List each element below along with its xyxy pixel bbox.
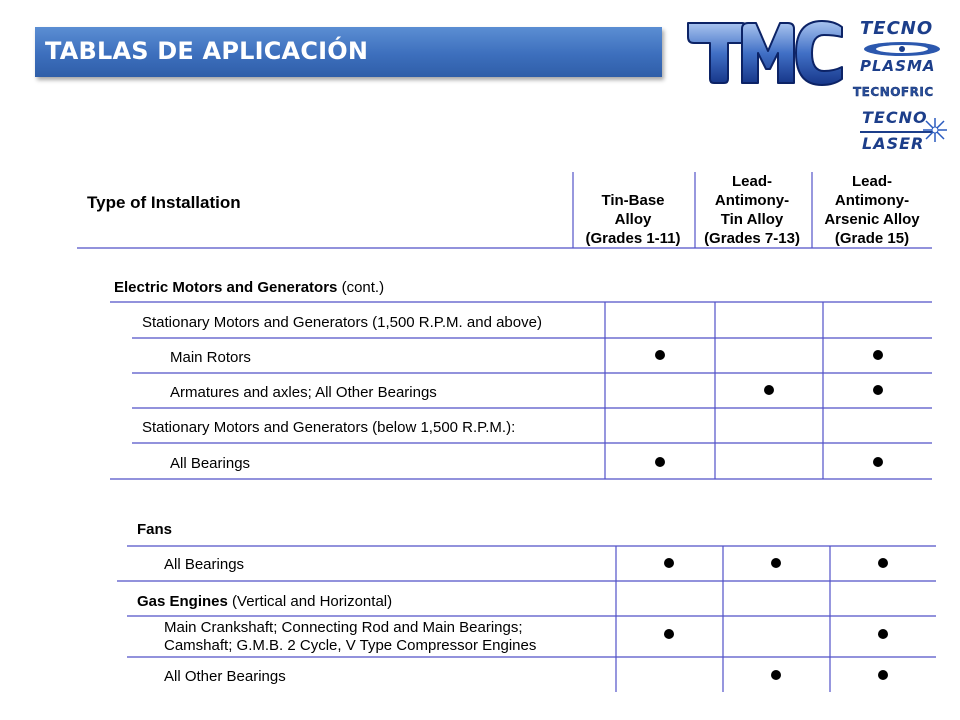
column-header-lead-antimony-tin xyxy=(693,172,811,248)
column-header-line: Tin Alloy xyxy=(720,211,784,228)
table-row-label: All Bearings xyxy=(170,455,251,472)
bullet-mark xyxy=(873,457,883,467)
table-row-label: Armatures and axles; All Other Bearings xyxy=(170,384,437,401)
bullet-mark xyxy=(873,350,883,360)
tecno-laser-logo-top: TECNO xyxy=(862,108,928,127)
tecno-plasma-logo-top: TECNO xyxy=(860,18,934,39)
table-row-label: Stationary Motors and Generators (below 1,500 R.P.M.): xyxy=(142,419,516,436)
table-row-label: All Other Bearings xyxy=(164,668,286,685)
section-heading-suffix: (cont.) xyxy=(337,279,385,296)
column-header-lead-antimony-arsenic xyxy=(813,172,931,248)
column-header-line: Antimony- xyxy=(834,192,910,209)
bullet-mark xyxy=(873,385,883,395)
section-heading-text: Gas Engines xyxy=(137,593,228,610)
table-row-label-line: Main Crankshaft; Connecting Rod and Main Bearings; xyxy=(164,619,523,636)
bullet-mark xyxy=(664,629,674,639)
bullet-mark xyxy=(764,385,774,395)
column-header-line: (Grades 1-11) xyxy=(585,230,681,247)
column-header-line: Alloy xyxy=(614,211,652,228)
column-header-line: Tin-Base xyxy=(601,192,665,209)
bullet-mark xyxy=(878,670,888,680)
column-header-line: (Grade 15) xyxy=(834,230,910,247)
type-of-installation-header: Type of Installation xyxy=(87,193,241,212)
page-title: TABLAS DE APLICACIÓN xyxy=(45,37,369,65)
bullet-mark xyxy=(655,457,665,467)
bullet-mark xyxy=(878,558,888,568)
bullet-mark xyxy=(771,670,781,680)
column-header-tin-base xyxy=(574,191,692,248)
tecnofric-logo: TECNOFRIC xyxy=(853,85,934,99)
table-row-label: Main Rotors xyxy=(170,349,251,366)
table-row-label-line: Camshaft; G.M.B. 2 Cycle, V Type Compressor Engines xyxy=(164,637,537,654)
tecno-laser-logo-bottom: LASER xyxy=(862,134,925,153)
section-heading-fans: Fans xyxy=(137,521,173,538)
tecno-plasma-logo-bottom: PLASMA xyxy=(860,57,936,75)
column-header-line: Arsenic Alloy xyxy=(824,211,920,228)
column-header-line: Lead- xyxy=(851,173,892,190)
column-header-line: (Grades 7-13) xyxy=(704,230,800,247)
section-heading-text: Electric Motors and Generators xyxy=(114,279,338,296)
bullet-mark xyxy=(878,629,888,639)
section-heading-gas-engines xyxy=(137,593,392,611)
table-row-label: Stationary Motors and Generators (1,500 R.P.M. and above) xyxy=(142,314,542,331)
table-row-label xyxy=(164,619,536,655)
bullet-mark xyxy=(664,558,674,568)
bullet-mark xyxy=(771,558,781,568)
column-header-line: Lead- xyxy=(731,173,772,190)
section-heading-electric-motors xyxy=(114,279,384,297)
bullet-mark xyxy=(655,350,665,360)
section-heading-suffix: (Vertical and Horizontal) xyxy=(227,593,393,610)
table-row-label: All Bearings xyxy=(164,556,245,573)
column-header-line: Antimony- xyxy=(714,192,790,209)
